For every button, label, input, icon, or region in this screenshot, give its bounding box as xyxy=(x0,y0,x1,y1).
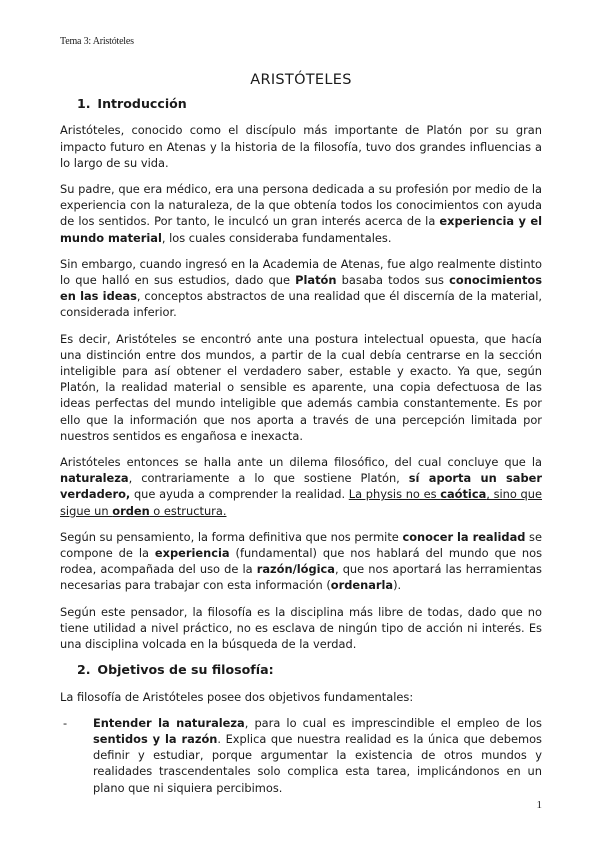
section-heading-objetivos xyxy=(77,662,542,678)
section-heading-introduccion xyxy=(77,96,542,112)
bold-phrase: sentidos y la razón xyxy=(93,731,218,746)
bold-phrase: razón/lógica xyxy=(256,562,335,577)
bold-phrase: ordenarla xyxy=(330,578,394,593)
page-number: 1 xyxy=(536,799,542,811)
bold-phrase: naturaleza xyxy=(60,471,129,486)
paragraph-5: Aristóteles entonces se halla ante un dilema filosófico, del cual concluye que la naturaleza, contrariamente a lo que sostiene Platón, sí aporta un saber verdadero, que ayuda a comprender la realidad. La physis no es caótica, sino que sigue un orden o estructura. xyxy=(60,455,543,518)
running-header: Tema 3: Aristóteles xyxy=(60,36,134,47)
bold-phrase: experiencia y el mundo material xyxy=(60,214,543,245)
paragraph-7: Según este pensador, la filosofía es la disciplina más libre de todas, dado que no tiene utilidad a nivel práctico, no es esclava de ningún tipo de acción ni interés. Es una disciplina volcada en la búsqueda de la verdad. xyxy=(60,604,542,652)
bold-phrase: Entender la naturaleza xyxy=(93,715,245,730)
bold-phrase: Platón xyxy=(295,273,337,288)
section-title: Introducción xyxy=(97,96,187,112)
section-number: 2. xyxy=(77,662,91,678)
underlined-sentence: La physis no es caótica, sino que sigue un orden o estructura. xyxy=(60,487,543,518)
paragraph-2: Su padre, que era médico, era una persona dedicada a su profesión por medio de la experiencia con la naturaleza, de la que obtenía todos los conocimientos con ayuda de los sentidos. Por tanto, le inculcó un gran interés acerca de la experiencia y el mundo material, los cuales consideraba fundamentales. xyxy=(60,182,543,245)
paragraph-1: Aristóteles, conocido como el discípulo más importante de Platón por su gran impacto futuro en Atenas y la historia de la filosofía, tuvo dos grandes influencias a lo largo de su vida. xyxy=(60,123,542,170)
section-title: Objetivos de su filosofía: xyxy=(97,662,274,678)
paragraph-4: Es decir, Aristóteles se encontró ante una postura intelectual opuesta, que hacía una distinción entre dos mundos, a partir de la cual debía centrarse en la sección inteligible para así obtener el verdadero saber, estable y exacto. Ya que, según Platón, la realidad material o sensible es aparente, una copia defectuosa de las ideas perfectas del mundo inteligible que además cambia constantemente. Es por ello que la información que nos aporta a través de una percepción limitada por nuestros sentidos es engañosa e inexacta. xyxy=(60,331,542,443)
list-bullet: - xyxy=(63,715,68,730)
bold-phrase: sí aporta un saber verdadero, xyxy=(60,471,542,502)
paragraph-6: Según su pensamiento, la forma definitiva que nos permite conocer la realidad se compone de la experiencia (fundamental) que nos hablará del mundo que nos rodea, acompañada del uso de la razón/lógica, que nos aportará las herramientas necesarias para trabajar con esta información (ordenarla). xyxy=(60,529,543,593)
section-number: 1. xyxy=(77,96,91,112)
paragraph-8: La filosofía de Aristóteles posee dos objetivos fundamentales: xyxy=(60,689,414,704)
paragraph-3: Sin embargo, cuando ingresó en la Academia de Atenas, fue algo realmente distinto lo que halló en sus estudios, dado que Platón basaba todos sus conocimientos en las ideas, conceptos abstractos de una realidad que él discernía de la material, considerada inferior. xyxy=(60,256,542,320)
list-item: - Entender la naturaleza, para lo cual es imprescindible el empleo de los sentidos y la razón. Explica que nuestra realidad es la única que debemos definir y estudiar, porque argumentar la existencia de otros mundos y realidades trascendentales solo complica esta tarea, implicándonos en un plano que ni siquiera percibimos. xyxy=(63,715,542,795)
document-title: ARISTÓTELES xyxy=(250,72,352,88)
document-body xyxy=(60,72,542,796)
bold-phrase: experiencia xyxy=(154,546,230,561)
bold-phrase: conocer la realidad xyxy=(402,529,526,544)
objectives-list xyxy=(60,715,542,796)
bold-phrase: conocimientos en las ideas xyxy=(60,273,542,304)
